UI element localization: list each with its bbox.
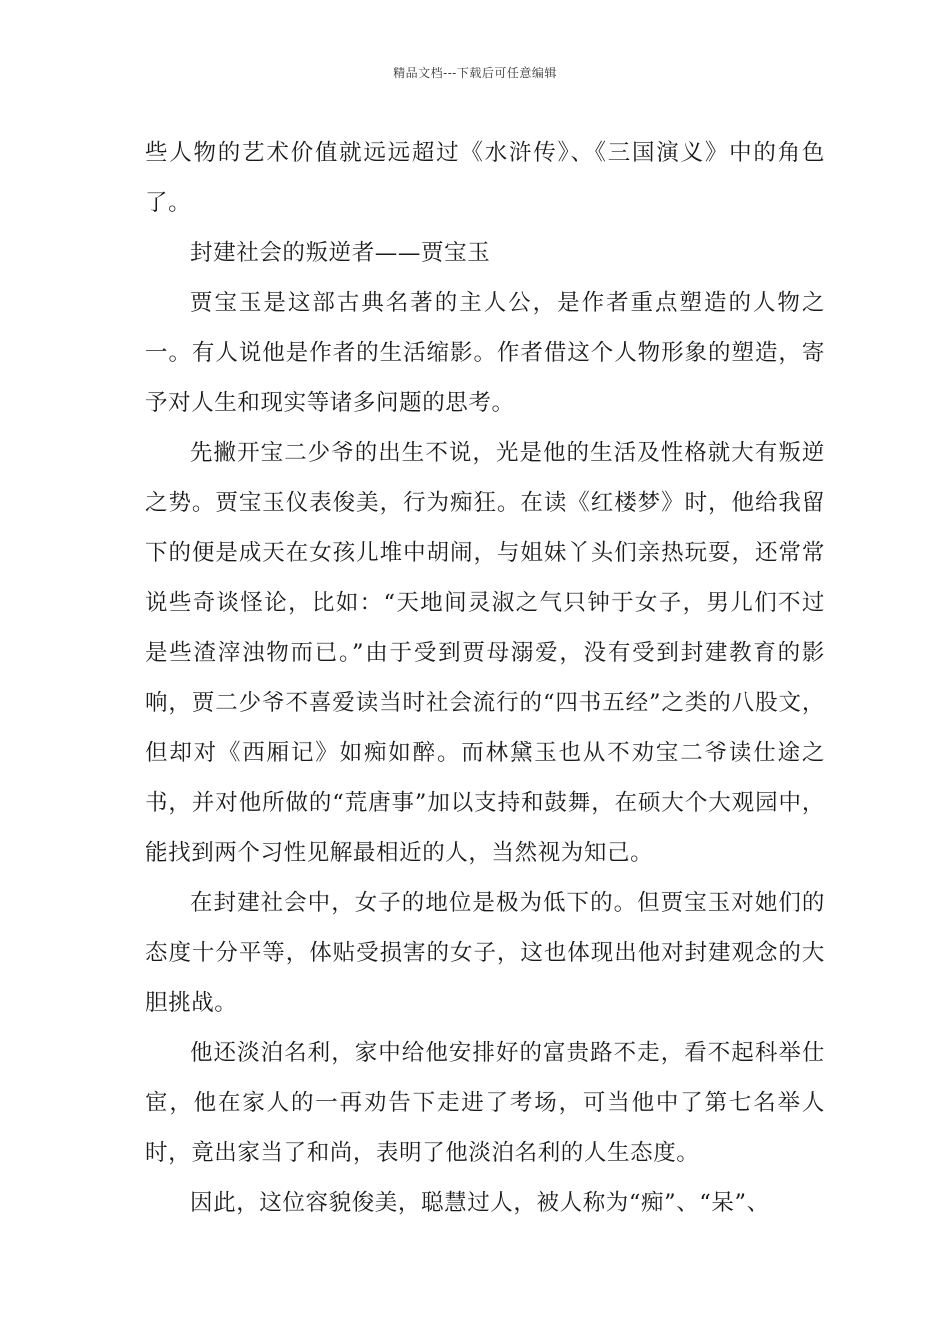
page-header: 精品文档---下载后可任意编辑 (393, 66, 557, 80)
paragraph-conclusion: 因此，这位容貌俊美，聪慧过人，被人称为“痴”、“呆”、 (190, 1190, 770, 1216)
paragraph-continuation: 些人物的艺术价值就远远超过《水浒传》、《三国演义》中的角色了。 (145, 140, 825, 216)
paragraph-women: 在封建社会中，女子的地位是极为低下的。但贾宝玉对她们的态度十分平等，体贴受损害的女子，这也体现出他对封建观念的大胆挑战。 (145, 890, 825, 1016)
document-body (145, 128, 825, 1228)
paragraph-rebellion: 先撇开宝二少爷的出生不说，光是他的生活及性格就大有叛逆之势。贾宝玉仪表俊美，行为痴狂。在读《红楼梦》时，他给我留下的便是成天在女孩儿堆中胡闹，与姐妹丫头们亲热玩耍，还常常说些奇谈怪论，比如：“天地间灵淑之气只钟于女子，男儿们不过是些渣滓浊物而已。”由于受到贾母溺爱，没有受到封建教育的影响，贾二少爷不喜爱读当时社会流行的“四书五经”之类的八股文，但却对《西厢记》如痴如醉。而林黛玉也从不劝宝二爷读仕途之书，并对他所做的“荒唐事”加以支持和鼓舞，在硕大个大观园中，能找到两个习性见解最相近的人，当然视为知己。 (145, 440, 825, 866)
section-heading: 封建社会的叛逆者——贾宝玉 (190, 240, 491, 266)
paragraph-intro: 贾宝玉是这部古典名著的主人公，是作者重点塑造的人物之一。有人说他是作者的生活缩影。作者借这个人物形象的塑造，寄予对人生和现实等诸多问题的思考。 (145, 290, 825, 416)
paragraph-fame: 他还淡泊名利，家中给他安排好的富贵路不走，看不起科举仕宦，他在家人的一再劝告下走进了考场，可当他中了第七名举人时，竟出家当了和尚，表明了他淡泊名利的人生态度。 (145, 1040, 825, 1166)
